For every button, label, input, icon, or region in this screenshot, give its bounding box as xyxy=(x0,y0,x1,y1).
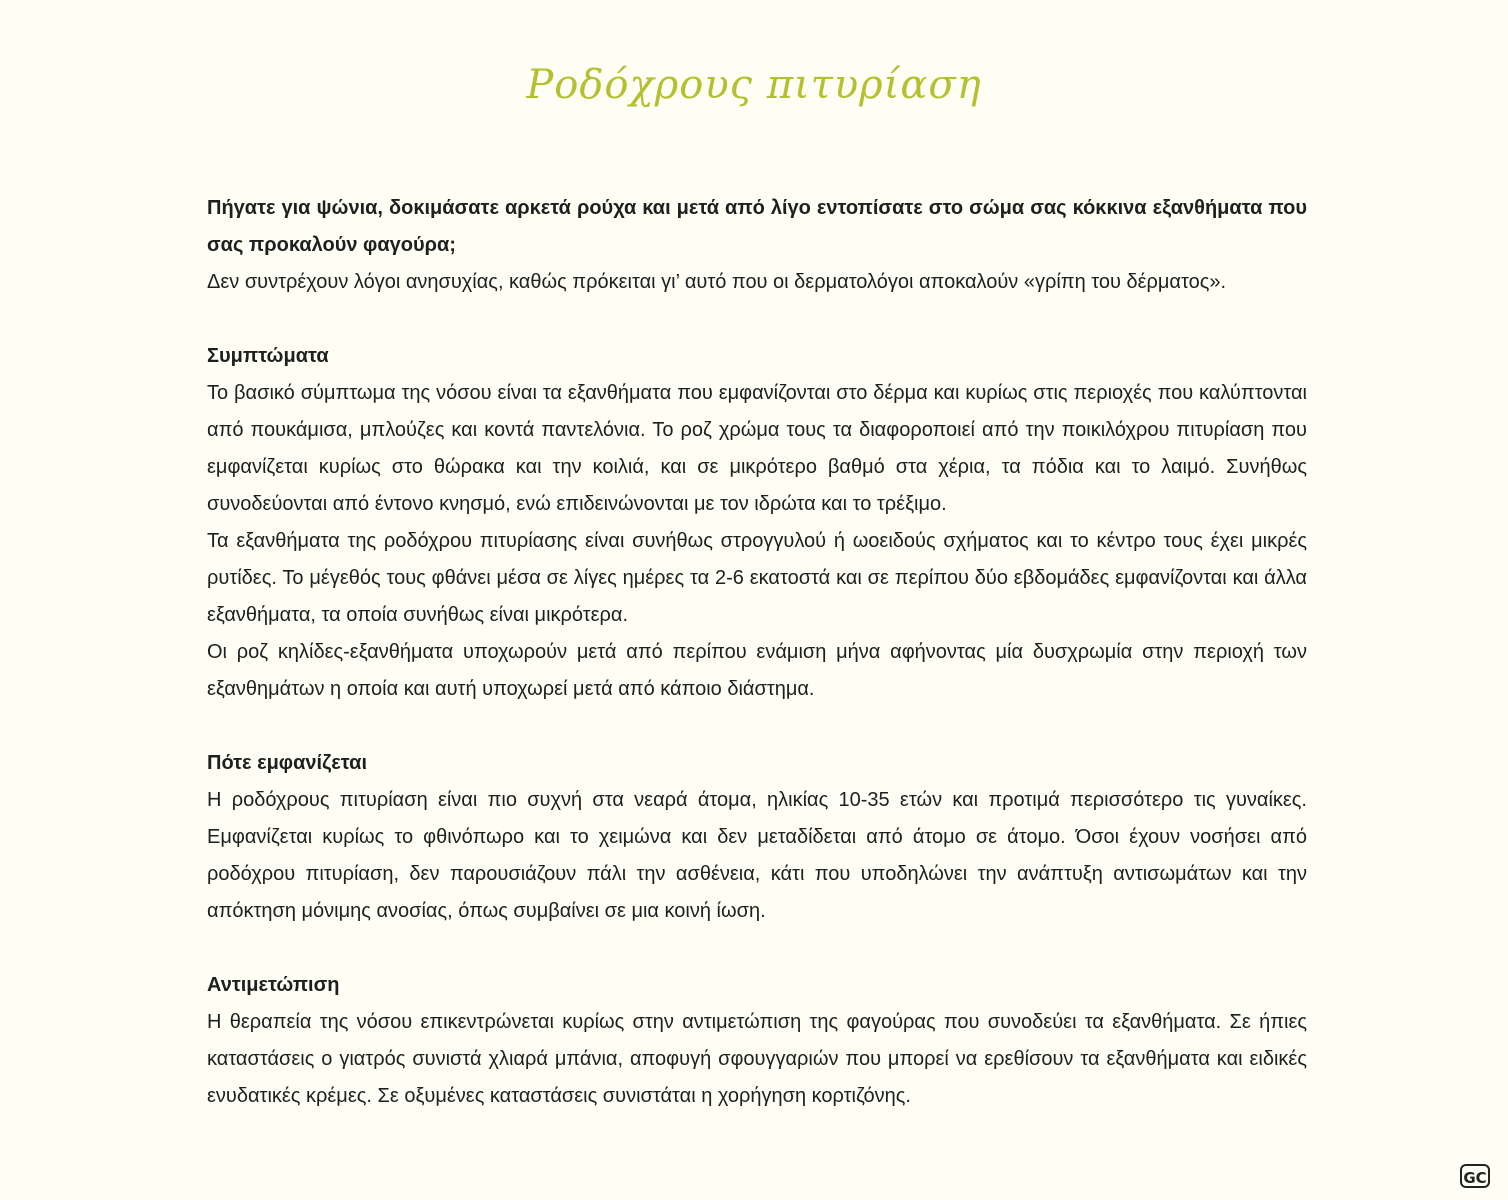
section-paragraph: Η θεραπεία της νόσου επικεντρώνεται κυρίως στην αντιμετώπιση της φαγούρας που συνοδεύει τα εξανθήματα. Σε ήπιες καταστάσεις ο γιατρός συνιστά χλιαρά μπάνια, αποφυγή σφουγγαριών που μπορεί να ερεθίσουν τα εξανθήματα και ειδικές ενυδατικές κρέμες. Σε οξυμένες καταστάσεις συνιστάται η χορήγηση κορτιζόνης. xyxy=(207,1011,1307,1107)
section-heading: Αντιμετώπιση xyxy=(207,974,340,996)
section-paragraph: Το βασικό σύμπτωμα της νόσου είναι τα εξανθήματα που εμφανίζονται στο δέρμα και κυρίως στις περιοχές που καλύπτονται από πουκάμισα, μπλούζες και κοντά παντελόνια. Το ροζ χρώμα τους τα διαφοροποιεί από την ποικιλόχρου πιτυρίαση που εμφανίζεται κυρίως στο θώρακα και την κοιλιά, και σε μικρότερο βαθμό στα χέρια, τα πόδια και το λαιμό. Συνήθως συνοδεύονται από έντονο κνησμό, ενώ επιδεινώνονται με τον ιδρώτα και το τρέξιμο. xyxy=(207,382,1307,515)
section-paragraph: Η ροδόχρους πιτυρίαση είναι πιο συχνή στα νεαρά άτομα, ηλικίας 10-35 ετών και προτιμά περισσότερο τις γυναίκες. Εμφανίζεται κυρίως το φθινόπωρο και το χειμώνα και δεν μεταδίδεται από άτομο σε άτομο. Όσοι έχουν νοσήσει από ροδόχρου πιτυρίαση, δεν παρουσιάζουν πάλι την ασθένεια, κάτι που υποδηλώνει την ανάπτυξη αντισωμάτων και την απόκτηση μόνιμης ανοσίας, όπως συμβαίνει σε μια κοινή ίωση. xyxy=(207,789,1307,922)
article-body xyxy=(207,190,1307,1115)
intro-question: Πήγατε για ψώνια, δοκιμάσατε αρκετά ρούχα και μετά από λίγο εντοπίσατε στο σώμα σας κόκκινα εξανθήματα που σας προκαλούν φαγούρα; xyxy=(207,197,1307,256)
section-symptoms xyxy=(207,338,1307,708)
section-paragraph: Οι ροζ κηλίδες-εξανθήματα υποχωρούν μετά από περίπου ενάμιση μήνα αφήνοντας μία δυσχρωμία στην περιοχή των εξανθημάτων η οποία και αυτή υποχωρεί μετά από κάποιο διάστημα. xyxy=(207,641,1307,700)
gc-logo: GC xyxy=(1460,1164,1490,1188)
section-when-appears xyxy=(207,745,1307,930)
section-heading: Πότε εμφανίζεται xyxy=(207,752,368,774)
section-paragraph: Τα εξανθήματα της ροδόχρου πιτυρίασης είναι συνήθως στρογγυλού ή ωοειδούς σχήματος και το κέντρο τους έχει μικρές ρυτίδες. Το μέγεθός τους φθάνει μέσα σε λίγες ημέρες τα 2-6 εκατοστά και σε περίπου δύο εβδομάδες εμφανίζονται και άλλα εξανθήματα, τα οποία συνήθως είναι μικρότερα. xyxy=(207,530,1307,626)
section-treatment xyxy=(207,967,1307,1115)
intro-answer: Δεν συντρέχουν λόγοι ανησυχίας, καθώς πρόκειται γι’ αυτό που οι δερματολόγοι αποκαλούν «γρίπη του δέρματος». xyxy=(207,271,1227,293)
page-title: Ροδόχρους πιτυρίαση xyxy=(526,62,982,108)
section-heading: Συμπτώματα xyxy=(207,345,329,367)
